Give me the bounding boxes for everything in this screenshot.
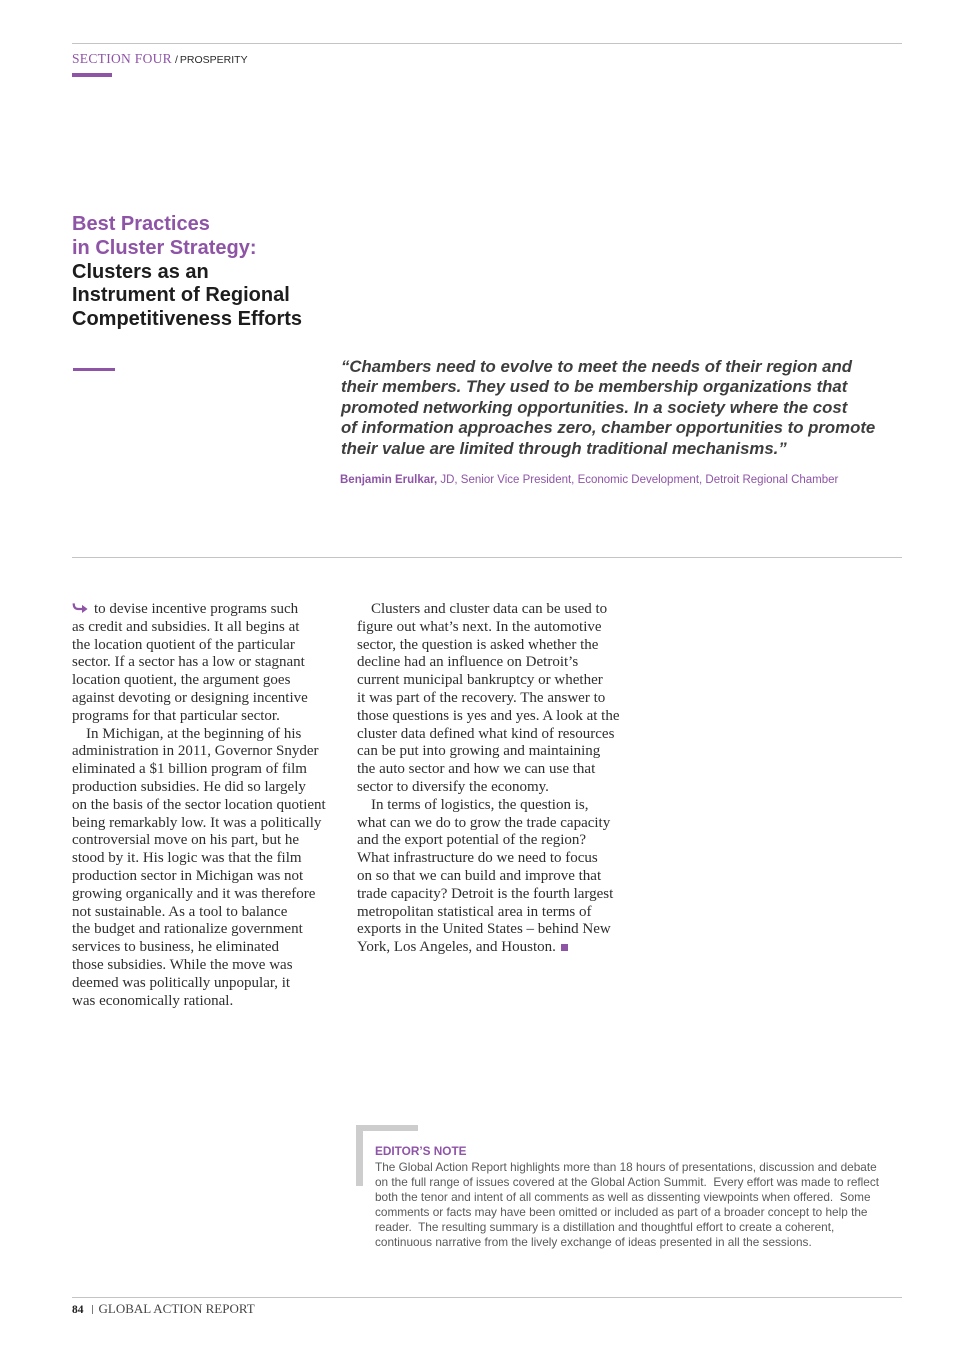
body-line-text: York, Los Angeles, and Houston.	[357, 939, 556, 956]
body-line: can be put into growing and maintaining	[357, 743, 601, 760]
body-line: the budget and rationalize government	[72, 921, 303, 938]
body-line: production sector in Michigan was not	[72, 867, 304, 884]
note-bracket-vertical	[356, 1125, 363, 1186]
footer-divider	[92, 1305, 93, 1314]
page-number: 84	[72, 1304, 84, 1316]
publication-name: GLOBAL ACTION REPORT	[98, 1301, 255, 1316]
title-line: Competitiveness Efforts	[72, 308, 303, 330]
header-accent-bar	[72, 73, 112, 77]
body-line: metropolitan statistical area in terms of	[357, 903, 592, 920]
body-line: eliminated a $1 billion program of film	[72, 761, 307, 778]
body-line: against devoting or designing incentive	[72, 689, 308, 706]
body-line: What infrastructure do we need to focus	[357, 850, 598, 867]
body-line: In Michigan, at the beginning of his	[86, 725, 302, 742]
attribution-name: Benjamin Erulkar,	[340, 474, 438, 486]
section-header	[72, 51, 248, 68]
body-line: In terms of logistics, the question is,	[371, 796, 589, 813]
editors-note-body	[375, 1160, 879, 1251]
note-line: comments or facts may have been omitted or included as part of a broader concept to help the	[375, 1205, 868, 1220]
body-line: the location quotient of the particular	[72, 636, 295, 653]
body-line: was economically rational.	[72, 992, 234, 1009]
body-line: deemed was politically unpopular, it	[72, 974, 291, 991]
continuation-arrow-icon	[72, 603, 88, 613]
section-topic: PROSPERITY	[179, 54, 248, 66]
note-line: both the tenor and intent of all comments as well as dissenting viewpoints when offered. Some	[375, 1189, 871, 1204]
attribution-title: JD, Senior Vice President, Economic Development, Detroit Regional Chamber	[440, 474, 839, 486]
body-line: those subsidies. While the move was	[72, 956, 293, 973]
end-mark-icon	[561, 944, 568, 951]
body-column-2	[357, 601, 629, 957]
body-line: the auto sector and how we can use that	[357, 761, 596, 778]
body-line: figure out what’s next. In the automotive	[357, 618, 602, 635]
body-line: what can we do to grow the trade capacity	[357, 814, 611, 831]
body-line: trade capacity? Detroit is the fourth largest	[357, 885, 614, 902]
note-line: reader. The resulting summary is a distillation and thoughtful effort to create a coherent,	[375, 1220, 835, 1235]
title-highlight-line: Best Practices	[72, 213, 210, 235]
body-line: sector, the question is asked whether the	[357, 636, 599, 653]
article-title	[72, 213, 302, 332]
body-line: as credit and subsidies. It all begins at	[72, 618, 300, 635]
body-line: cluster data defined what kind of resources	[357, 725, 615, 742]
title-line: Clusters as an	[72, 260, 209, 283]
body-line: being remarkably low. It was a politically	[72, 814, 322, 831]
body-line: controversial move on his part, but he	[72, 832, 300, 849]
note-line: on the full range of issues covered at the Global Action Summit. Every effort was made to reflect	[375, 1174, 880, 1189]
body-line-text: to devise incentive programs such	[94, 601, 299, 617]
body-line: growing organically and it was therefore	[72, 885, 316, 902]
page-footer	[72, 1302, 255, 1317]
note-line: The Global Action Report highlights more than 18 hours of presentations, discussion and debate	[375, 1159, 877, 1174]
top-rule	[72, 43, 902, 44]
body-line: it was part of the recovery. The answer to	[357, 689, 606, 706]
body-line: programs for that particular sector.	[72, 707, 280, 724]
body-line: exports in the United States – behind New	[357, 921, 611, 938]
quote-attribution	[340, 473, 838, 487]
body-line: production subsidies. He did so largely	[72, 778, 306, 795]
title-line: Instrument of Regional	[72, 284, 290, 307]
pull-quote	[341, 357, 875, 460]
section-label: SECTION FOUR	[72, 51, 172, 66]
body-line: on the basis of the sector location quotient	[72, 796, 326, 813]
body-line: Clusters and cluster data can be used to	[371, 601, 608, 617]
middle-rule	[72, 557, 902, 558]
body-line: location quotient, the argument goes	[72, 672, 291, 689]
body-line: on so that we can build and improve that	[357, 867, 602, 884]
quote-line: “Chambers need to evolve to meet the needs of their region and	[341, 356, 853, 376]
body-line	[357, 939, 629, 957]
body-line: those questions is yes and yes. A look at the	[357, 707, 620, 724]
body-line	[72, 601, 334, 619]
body-line: current municipal bankruptcy or whether	[357, 672, 603, 689]
quote-line: their members. They used to be membership organizations that	[341, 377, 848, 396]
editors-note-heading: EDITOR’S NOTE	[375, 1144, 467, 1158]
note-bracket-horizontal	[356, 1125, 418, 1131]
body-line: sector. If a sector has a low or stagnant	[72, 654, 305, 671]
body-column-1	[72, 601, 334, 1010]
body-line: sector to diversify the economy.	[357, 778, 549, 795]
body-line: administration in 2011, Governor Snyder	[72, 743, 319, 760]
body-line: not sustainable. As a tool to balance	[72, 903, 288, 920]
footer-rule	[72, 1297, 902, 1298]
quote-line: their value are limited through traditional mechanisms.”	[341, 438, 787, 458]
body-line: stood by it. His logic was that the film	[72, 850, 302, 867]
quote-accent-bar	[73, 368, 115, 371]
quote-line: promoted networking opportunities. In a society where the cost	[341, 397, 848, 417]
title-highlight-line: in Cluster Strategy:	[72, 236, 257, 259]
note-line: continuous narrative from the lively exchange of ideas presented in all the sessions.	[375, 1235, 812, 1250]
quote-line: of information approaches zero, chamber opportunities to promote	[341, 418, 876, 437]
body-line: and the export potential of the region?	[357, 832, 587, 849]
body-line: decline had an influence on Detroit’s	[357, 654, 579, 671]
section-separator: /	[175, 54, 178, 66]
body-line: services to business, he eliminated	[72, 939, 280, 956]
